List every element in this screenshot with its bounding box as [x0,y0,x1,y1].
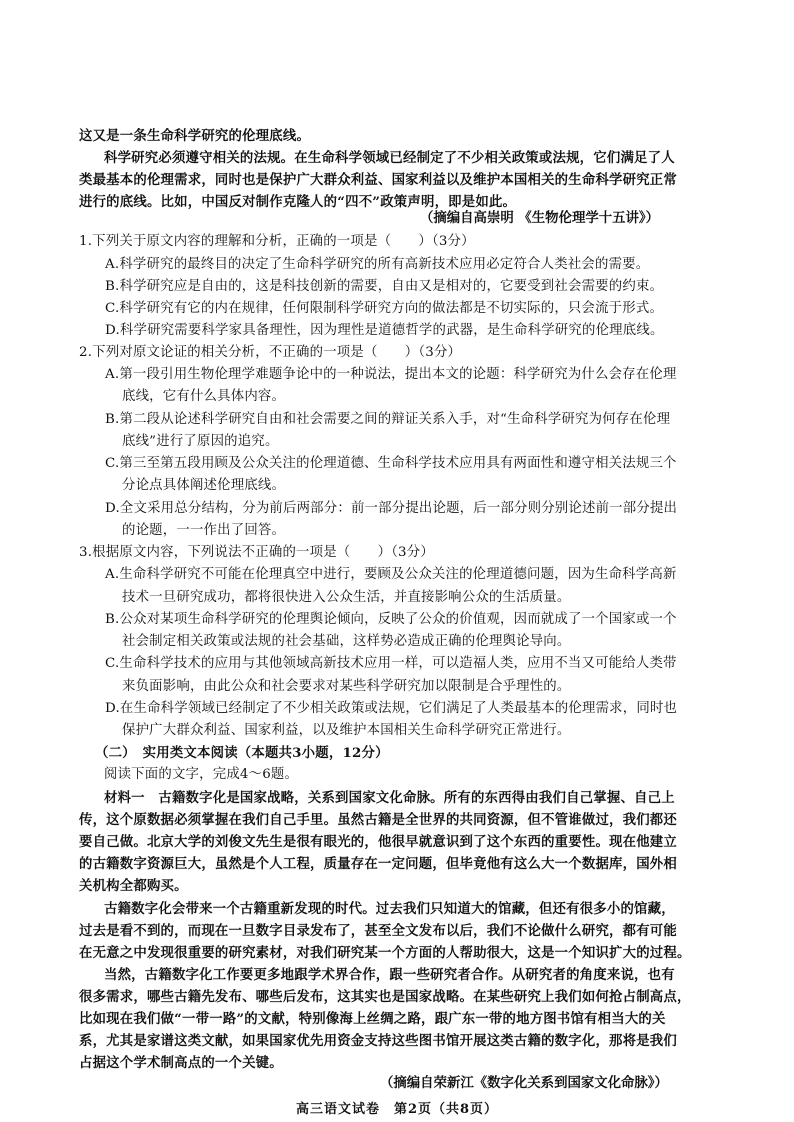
page-footer: 高三语文试卷 第2页（共8页） [295,1102,499,1117]
question-stem: 1.下列关于原文内容的理解和分析，正确的一项是（ ）（3分） [79,234,475,249]
material-line: 的古籍数字资源巨大，虽然是个人工程，质量存在一定问题，但毕竟他有这么大一个数据库，国外相 [79,856,677,872]
option-line: B.科学研究应是自由的，这是科技创新的需要，自由又是相对的，它要受到社会需要的约束。 [105,279,664,294]
option-line: A.科学研究的最终目的决定了生命科学研究的所有高新技术应用必定符合人类社会的需要。 [105,257,650,272]
option-line: 分论点具体阐述伦理底线。 [122,478,286,493]
passage-line: 科学研究必须遵守相关的法规。在生命科学领域已经制定了不少相关政策或法规，它们满足了人 [104,150,675,166]
passage-line: 进行的底线。比如，中国反对制作克隆人的“四不”政策声明，即是如此。 [79,194,517,210]
material-line: 很多需求，哪些古籍先发布、哪些后发布，这其实也是国家战略。在某些研究上我们如何抢占制高点， [79,989,691,1005]
material-line: 当然，古籍数字化工作要更多地跟学术界合作，跟一些研究者合作。从研究者的角度来说，也有 [104,967,675,983]
passage-line: 这又是一条生命科学研究的伦理底线。 [79,128,311,144]
option-line: 技术一旦研究成功，都将很快进入公众生活，并直接影响公众的生活质量。 [122,590,571,605]
question-stem: 3.根据原文内容，下列说法不正确的一项是（ ）（3分） [79,545,434,560]
material-line: 材料一 古籍数字化是国家战略，关系到国家文化命脉。所有的东西得由我们自己掌握、自己上 [104,790,675,806]
material-line: 关机构全都购买。 [79,878,188,894]
material-line: 占据这个学术制高点的一个关键。 [79,1055,283,1071]
section-instruction: 阅读下面的文字，完成4～6题。 [104,767,299,782]
option-line: 底线”进行了原因的追究。 [122,434,279,449]
material-line: 过去是看不到的，而现在一旦数字目录发布了，甚至全文发布以后，我们不论做什么研究，都有可能 [79,923,677,939]
option-line: C.科学研究有它的内在规律，任何限制科学研究方向的做法都是不切实际的，只会流于形式。 [105,301,664,316]
material-line: 传，这个原数据必须掌握在我们自己手里。虽然古籍是全世界的共同资源，但不管谁做过，我们都还 [79,812,677,828]
option-line: A.第一段引用生物伦理学难题争论中的一种说法，提出本文的论题：科学研究为什么会存在伦理 [105,367,677,382]
option-line: B.公众对某项生命科学研究的伦理舆论倾向，反映了公众的价值观，因而就成了一个国家或一个 [105,612,677,627]
option-line: D.科学研究需要科学家具备理性，因为理性是道德哲学的武器，是生命科学研究的伦理底线。 [105,323,664,338]
material-line: 比如现在我们做“一带一路”的文献，特别像海上丝绸之路，跟广东一带的地方图书馆有相当大的关 [79,1011,666,1027]
material-source: （摘编自荣新江《数字化关系到国家文化命脉》） [380,1075,668,1091]
option-line: 的论题，一一作出了回答。 [122,523,286,538]
material-line: 要自己做。北京大学的刘俊文先生是很有眼光的，他很早就意识到了这个东西的重要性。现在他建立 [79,834,677,850]
option-line: A.生命科学研究不可能在伦理真空中进行，要顾及公众关注的伦理道德问题，因为生命科学高新 [105,567,677,582]
option-line: C.第三至第五段用顾及公众关注的伦理道德、生命科学技术应用具有两面性和遵守相关法规三个 [105,456,677,471]
material-line: 在无意之中发现很重要的研究素材，对我们研究某一个方面的人帮助很大，这是一个知识扩大的过程。 [79,945,691,961]
option-line: 保护广大群众利益、国家利益，以及维护本国相关生命科学研究正常进行。 [122,723,571,738]
question-stem: 2.下列对原文论证的相关分析，不正确的一项是（ ）（3分） [79,345,462,360]
passage-line: 类最基本的伦理需求，同时也是保护广大群众利益、国家利益以及维护本国相关的生命科学研究正常 [79,172,677,188]
material-line: 古籍数字化会带来一个古籍重新发现的时代。过去我们只知道大的馆藏，但还有很多小的馆藏， [104,901,675,917]
option-line: D.在生命科学领域已经制定了不少相关政策或法规，它们满足了人类最基本的伦理需求，同时也 [105,701,678,716]
option-line: 社会制定相关政策或法规的社会基础，这样势必造成正确的伦理舆论导向。 [122,634,571,649]
option-line: 来负面影响，由此公众和社会要求对某些科学研究加以限制是合乎理性的。 [122,679,571,694]
option-line: 底线，它有什么具体内容。 [122,389,286,404]
passage-source: （摘编自高崇明 《生物伦理学十五讲》） [420,210,659,226]
section-heading: （二） 实用类文本阅读（本题共3小题，12分） [95,745,389,761]
option-line: D.全文采用总分结构，分为前后两部分：前一部分提出论题，后一部分则分别论述前一部分提出 [105,501,678,516]
option-line: B.第二段从论述科学研究自由和社会需要之间的辩证关系入手，对“生命科学研究为何存在伦理 [105,412,671,427]
option-line: C.生命科学技术的应用与其他领域高新技术应用一样，可以造福人类，应用不当又可能给人类带 [105,656,677,671]
material-line: 系，尤其是家谱这类文献，如果国家优先用资金支持这些图书馆开展这类古籍的数字化，那将是我们 [79,1033,677,1049]
